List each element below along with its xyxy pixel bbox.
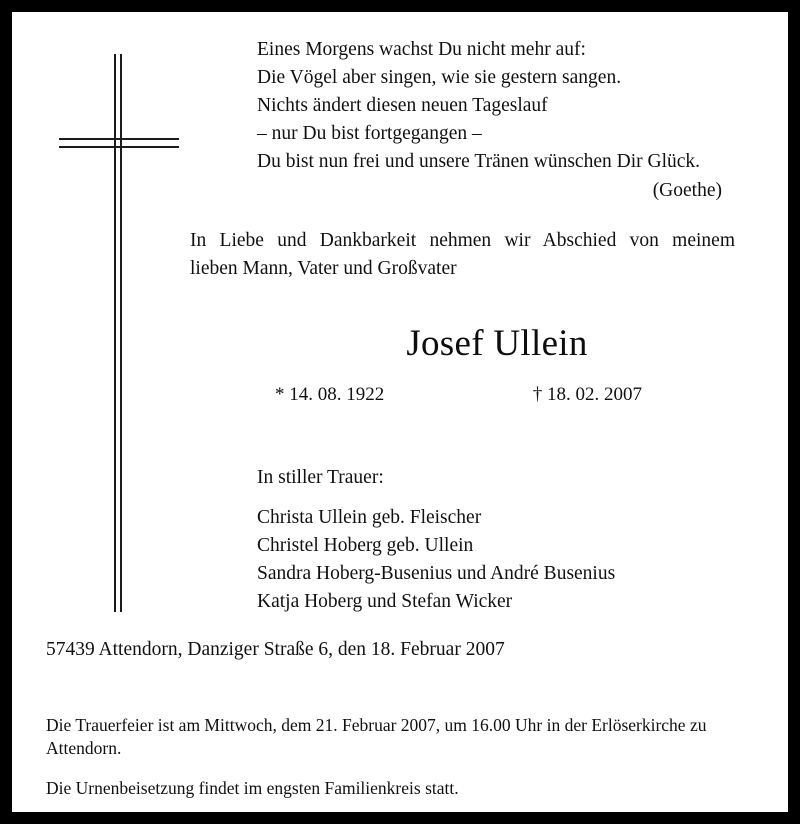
obituary-content [12, 12, 788, 812]
memorial-verse [257, 36, 767, 205]
mourner-name: Katja Hoberg und Stefan Wicker [257, 591, 513, 612]
life-dates [257, 384, 737, 406]
service-information [46, 714, 756, 800]
verse-line-5: Du bist nun frei und unsere Tränen wünschen Dir Glück. [257, 151, 701, 172]
death-date: † 18. 02. 2007 [532, 384, 642, 405]
verse-line-3: Nichts ändert diesen neuen Tageslauf [257, 95, 548, 116]
verse-line-4: – nur Du bist fortgegangen – [257, 123, 482, 144]
obituary-card [12, 12, 788, 812]
dedication-text [190, 227, 735, 283]
mourner-name: Christa Ullein geb. Fleischer [257, 507, 482, 528]
verse-line-1: Eines Morgens wachst Du nicht mehr auf: [257, 39, 586, 60]
burial-info: Die Urnenbeisetzung findet im engsten Familienkreis statt. [46, 778, 459, 798]
verse-line-2: Die Vögel aber singen, wie sie gestern sangen. [257, 67, 622, 88]
funeral-service-info: Die Trauerfeier ist am Mittwoch, dem 21. Februar 2007, um 16.00 Uhr in der Erlöserkirche zu Attendorn. [46, 715, 707, 758]
mourner-name: Sandra Hoberg-Busenius und André Busenius [257, 563, 616, 584]
verse-author: (Goethe) [652, 180, 722, 201]
place-and-date: 57439 Attendorn, Danziger Straße 6, den 18. Februar 2007 [46, 639, 505, 660]
dedication-line-1: In Liebe und Dankbarkeit nehmen wir Abschied von meinem [190, 230, 735, 251]
birth-date: * 14. 08. 1922 [275, 384, 385, 405]
deceased-name: Josef Ullein [406, 323, 588, 364]
mourners-heading: In stiller Trauer: [257, 467, 384, 488]
mourner-name: Christel Hoberg geb. Ullein [257, 535, 474, 556]
dedication-line-2: lieben Mann, Vater und Großvater [190, 258, 457, 279]
mourners-section [257, 464, 757, 616]
